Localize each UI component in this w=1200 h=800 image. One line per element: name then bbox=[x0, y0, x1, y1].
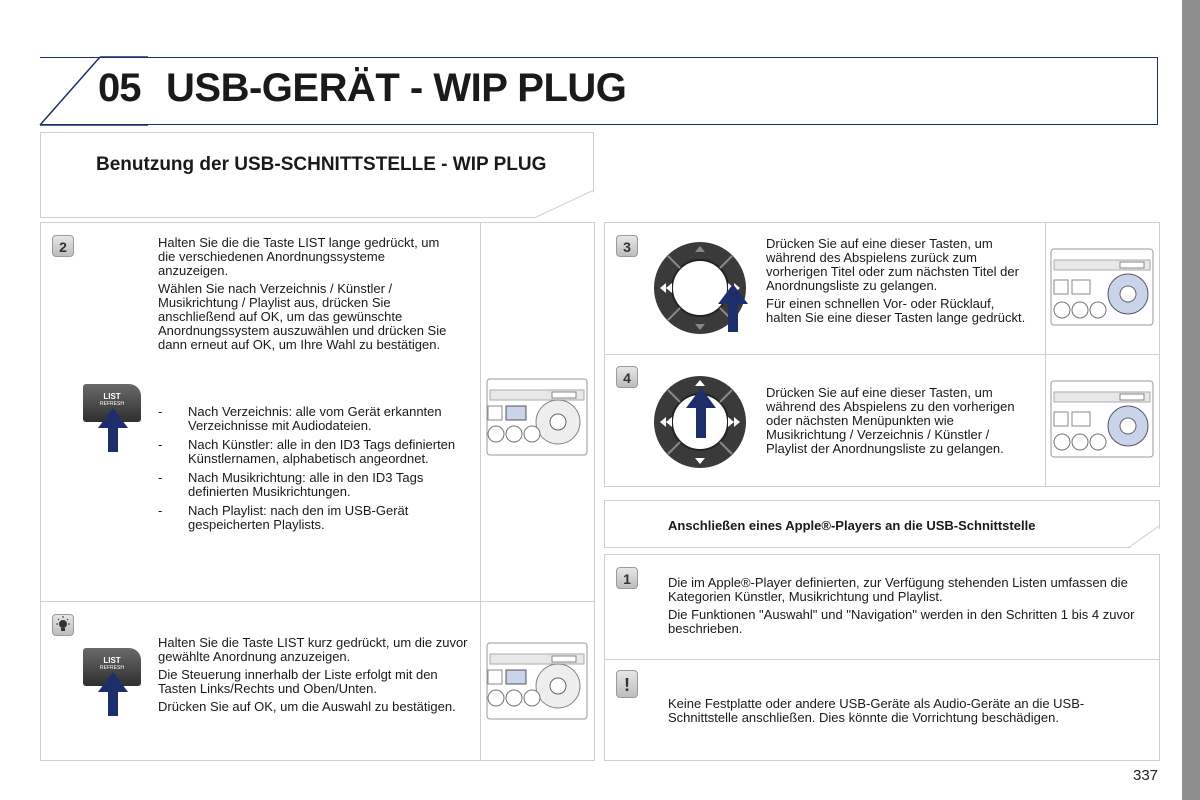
step-3-paragraph-2: Für einen schnellen Vor- oder Rücklauf, halten Sie eine dieser Tasten lange gedrückt. bbox=[766, 296, 1026, 325]
list-button-illustration: LIST REFRESH bbox=[83, 648, 141, 686]
list-button-illustration: LIST REFRESH bbox=[83, 384, 141, 422]
press-arrow-icon bbox=[686, 388, 716, 438]
press-arrow-icon bbox=[98, 408, 128, 452]
tip-text bbox=[158, 636, 468, 718]
tip-paragraph-2: Die Steuerung innerhalb der Liste erfolgt mit den Tasten Links/Rechts und Oben/Unten. bbox=[158, 667, 438, 696]
step-2-paragraph-2: Wählen Sie nach Verzeichnis / Künstler / Musikrichtung / Playlist aus, drücken Sie anschließend auf OK, um das gewünschte Anordnungssystem auszuwählen und drücken Sie dann erneut auf OK, um Ihre Wahl zu bestätigen. bbox=[158, 281, 447, 352]
step-2-bullet-list bbox=[158, 405, 458, 537]
page-edge-tab bbox=[1182, 0, 1200, 800]
list-item: - Nach Musikrichtung: alle in den ID3 Tags definierten Musikrichtungen. bbox=[158, 470, 424, 499]
step-3-text bbox=[766, 237, 1031, 329]
step-2-text bbox=[158, 236, 458, 356]
page-title: USB-GERÄT - WIP PLUG bbox=[166, 66, 627, 110]
list-item: - Nach Verzeichnis: alle vom Gerät erkannten Verzeichnisse mit Audiodateien. bbox=[158, 404, 442, 433]
section-heading: Benutzung der USB-SCHNITTSTELLE - WIP PLUG bbox=[96, 154, 547, 175]
chapter-number: 05 bbox=[98, 66, 141, 110]
step-badge-1: 1 bbox=[616, 567, 638, 589]
radio-panel-illustration bbox=[486, 642, 588, 720]
tip-paragraph-1: Halten Sie die Taste LIST kurz gedrückt, um die zuvor gewählte Anordnung anzuzeigen. bbox=[158, 635, 468, 664]
step-badge-3: 3 bbox=[616, 235, 638, 257]
step-4-paragraph-1: Drücken Sie auf eine dieser Tasten, um während des Abspielens zu den vorherigen oder nächsten Menüpunkten wie Musikrichtung / Verzeichnis / Künstler / Playlist der Anordnungsliste zu gelangen. bbox=[766, 385, 1015, 456]
apple-paragraph-1: Die im Apple®-Player definierten, zur Verfügung stehenden Listen umfassen die Kategorien Künstler, Musikrichtung und Playlist. bbox=[668, 575, 1128, 604]
subheading-corner bbox=[534, 190, 596, 220]
step-2-paragraph-1: Halten Sie die die Taste LIST lange gedrückt, um die verschiedenen Anordnungssysteme anzuzeigen. bbox=[158, 235, 440, 278]
radio-panel-illustration bbox=[486, 378, 588, 456]
radio-panel-illustration bbox=[1050, 380, 1154, 458]
page-number: 337 bbox=[1133, 767, 1159, 784]
press-arrow-icon bbox=[98, 672, 128, 716]
step-badge-4: 4 bbox=[616, 366, 638, 388]
apple-section-heading: Anschließen eines Apple®-Players an die USB-Schnittstelle bbox=[668, 518, 1036, 533]
warning-icon: ! bbox=[616, 670, 638, 698]
radio-panel-illustration bbox=[1050, 248, 1154, 326]
list-item: - Nach Künstler: alle in den ID3 Tags definierten Künstlernamen, alphabetisch angeordnet. bbox=[158, 437, 456, 466]
step-badge-2: 2 bbox=[52, 235, 74, 257]
step-3-paragraph-1: Drücken Sie auf eine dieser Tasten, um während des Abspielens zurück zum vorherigen Titel oder zum nächsten Titel der Anordnungsliste zu gelangen. bbox=[766, 236, 1019, 293]
apple-paragraph-2: Die Funktionen "Auswahl" und "Navigation" werden in den Schritten 1 bis 4 zuvor beschrieben. bbox=[668, 607, 1135, 636]
lightbulb-icon bbox=[52, 614, 74, 636]
apple-step-1-text bbox=[668, 576, 1148, 640]
step-4-text bbox=[766, 386, 1034, 460]
apple-heading-corner bbox=[1128, 526, 1160, 550]
warning-text: Keine Festplatte oder andere USB-Geräte als Audio-Geräte an die USB-Schnittstelle anschließen. Dies könnte die Vorrichtung beschädigen. bbox=[668, 696, 1085, 725]
tip-paragraph-3: Drücken Sie auf OK, um die Auswahl zu bestätigen. bbox=[158, 699, 456, 714]
press-arrow-icon bbox=[718, 284, 748, 332]
list-item: - Nach Playlist: nach den im USB-Gerät gespeicherten Playlists. bbox=[158, 503, 409, 532]
